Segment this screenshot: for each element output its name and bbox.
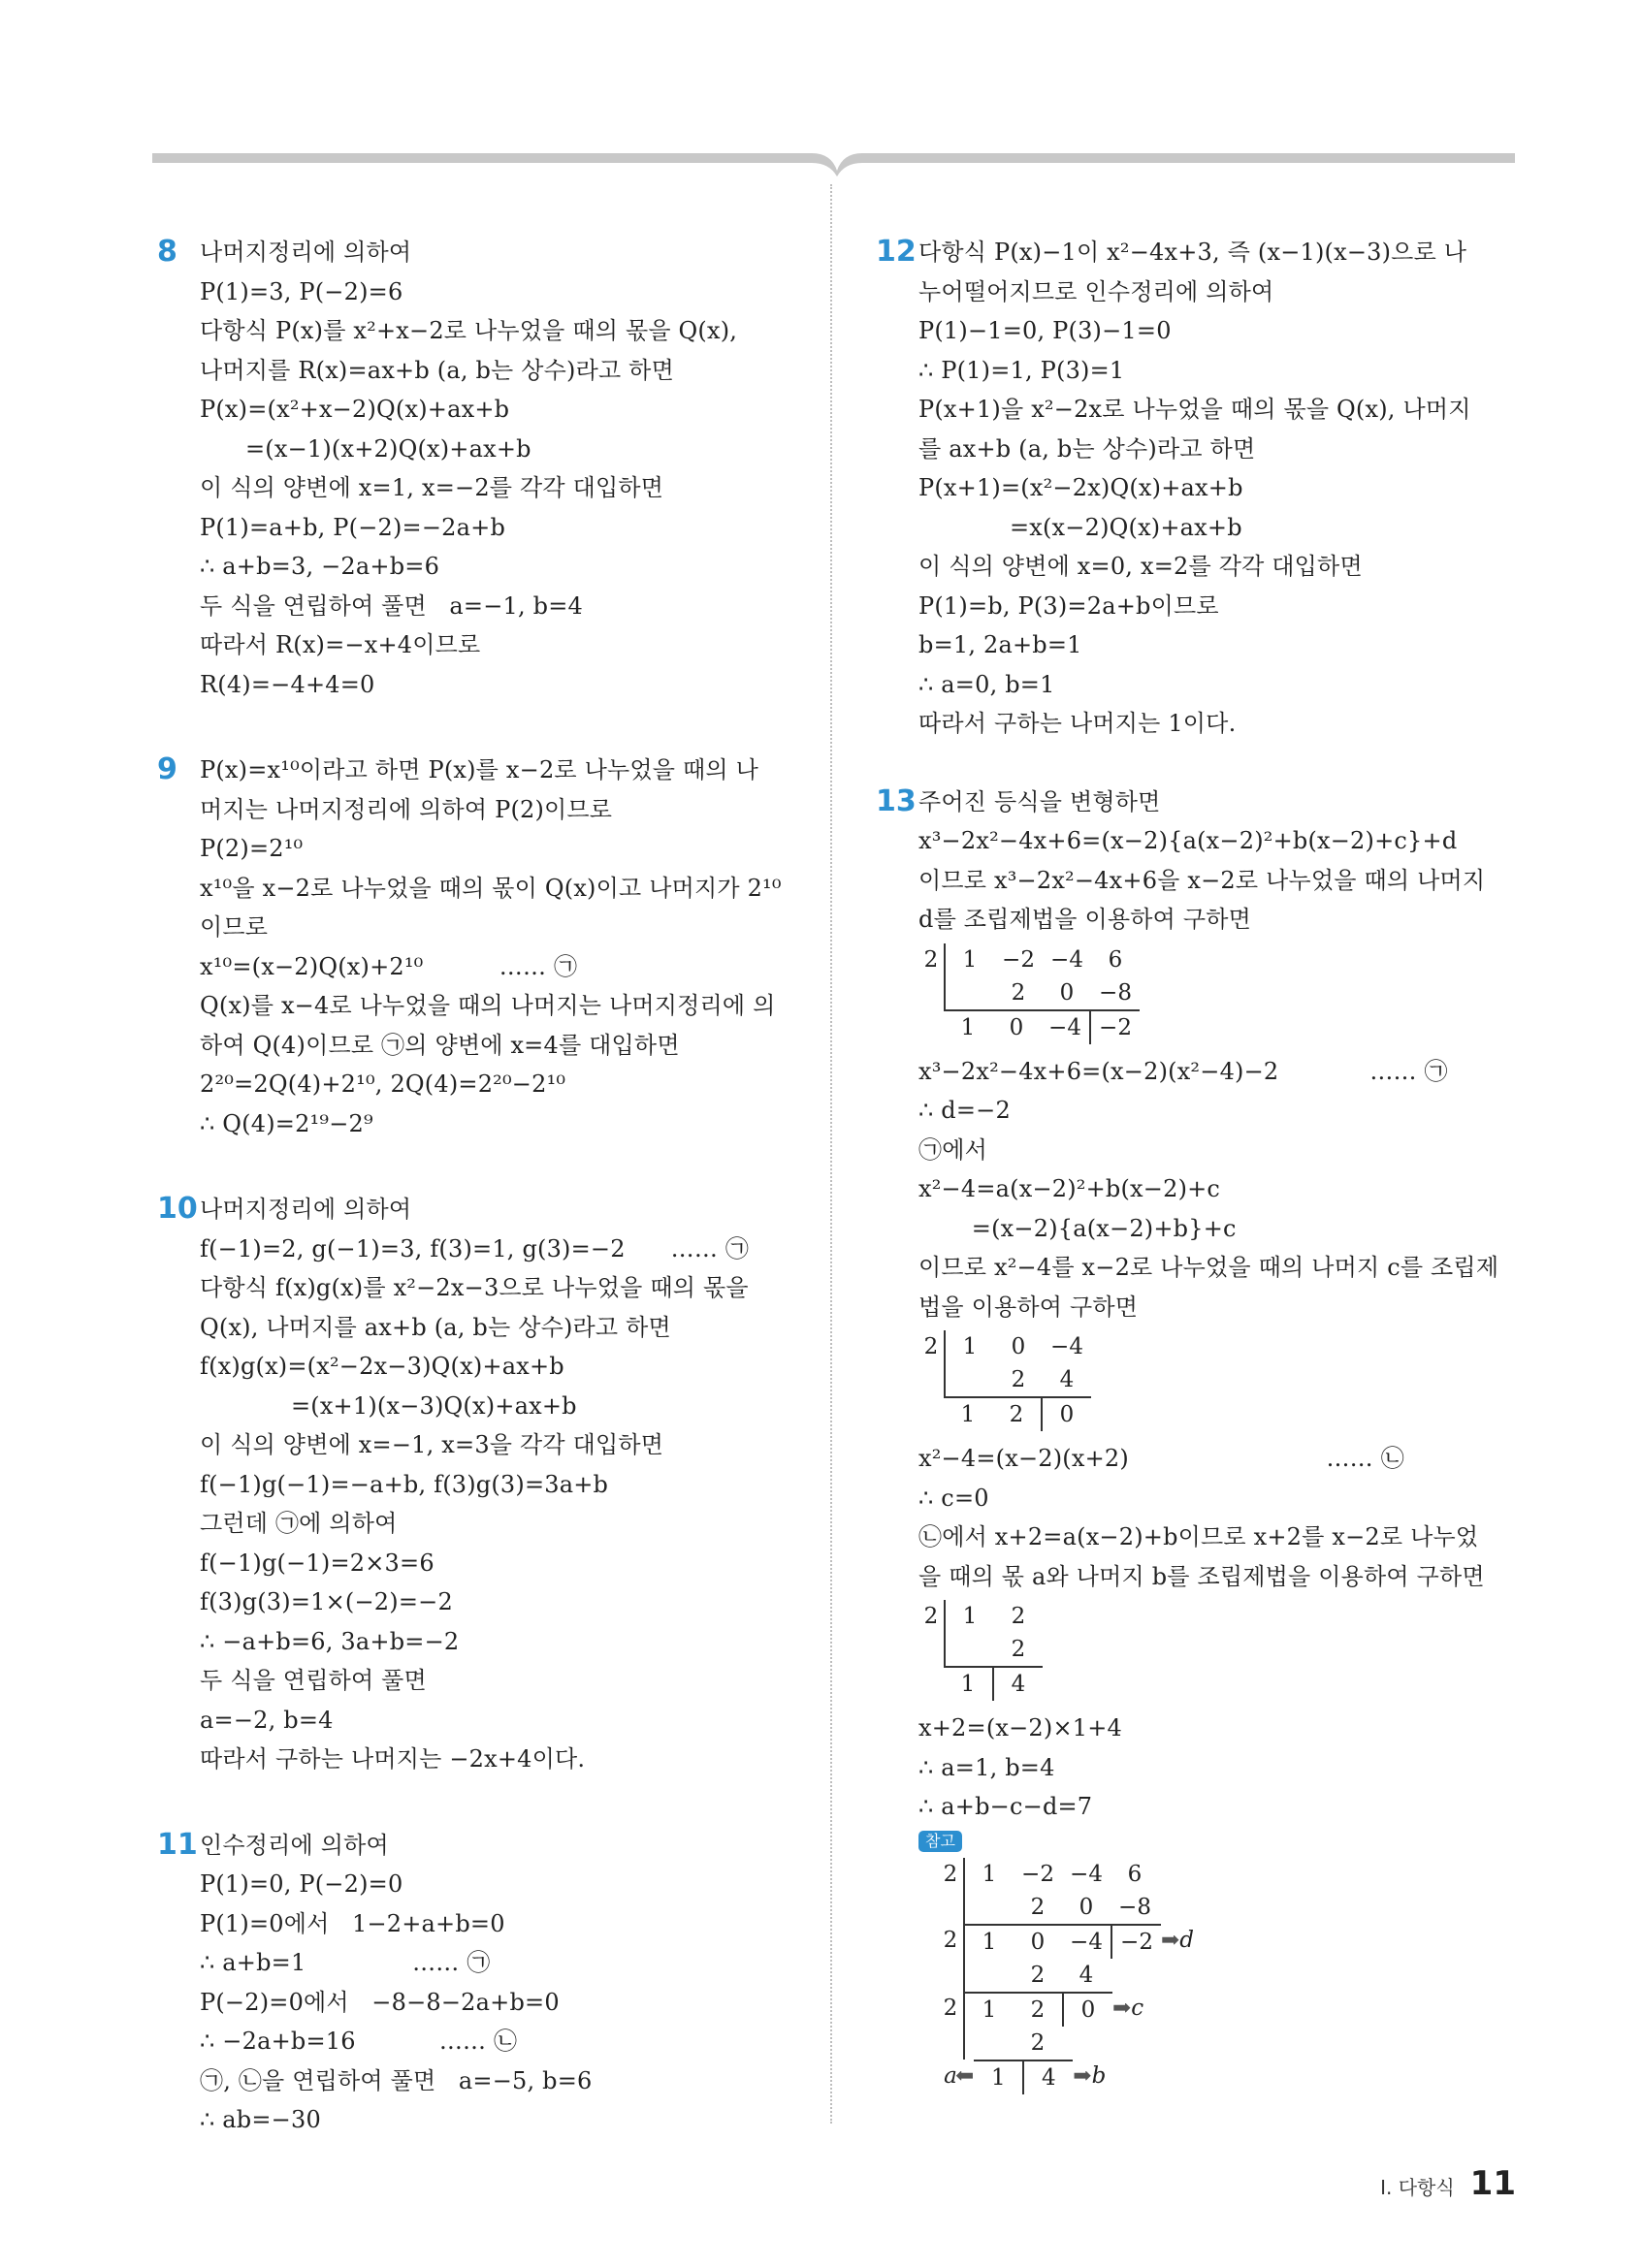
division-cell: 0 [1059,979,1075,1006]
solution-line: 나머지를 R(x)=ax+b (a, b는 상수)라고 하면 [200,356,674,384]
right-column [876,233,1516,2133]
solution-line: x¹⁰=(x−2)Q(x)+2¹⁰ …… ㉠ [200,952,578,980]
solution-line: a=−2, b=4 [200,1706,334,1734]
division-cell: 2 [923,946,939,973]
solution-line: 다항식 f(x)g(x)를 x²−2x−3으로 나누었을 때의 몫을 [200,1274,749,1301]
arrow-right-icon: ➡ [1112,1995,1132,2021]
solution-line: P(−2)=0에서 −8−8−2a+b=0 [200,1988,560,2016]
division-cell [918,1633,944,1666]
solution-line: P(x)=(x²+x−2)Q(x)+ax+b [200,396,510,423]
solution-line: ㉠, ㉡을 연립하여 풀면 a=−5, b=6 [200,2066,593,2094]
solution-line: P(x+1)=(x²−2x)Q(x)+ax+b [918,474,1243,501]
solution-line: P(x)=x¹⁰이라고 하면 P(x)를 x−2로 나누었을 때의 나 [200,756,758,783]
solution-line: 누어떨어지므로 인수정리에 의하여 [918,277,1274,305]
division-cell: 1 [944,943,994,976]
division-row [918,1633,1516,1666]
solution-line: =x(x−2)Q(x)+ax+b [918,513,1242,541]
solution-line: 인수정리에 의하여 [200,1831,389,1859]
division-cell: 0 [1041,1396,1091,1431]
division-cell: 4 [1022,2060,1073,2094]
division-cell: 1 [944,1396,992,1431]
problem-body [200,751,807,1143]
solution-line: f(−1)g(−1)=−a+b, f(3)g(3)=3a+b [200,1470,609,1498]
problem-number: 12 [876,235,917,269]
result-label: c [1131,1995,1144,2021]
solution-line: x³−2x²−4x+6=(x−2)(x²−4)−2 …… ㉠ [918,1057,1448,1085]
division-row [918,1666,1516,1701]
solution-line: x+2=(x−2)×1+4 [918,1714,1123,1741]
division-row [918,943,1516,976]
problem-body [918,783,1516,2094]
division-row [938,2060,1516,2094]
solution-line: f(3)g(3)=1×(−2)=−2 [200,1588,453,1615]
solution-line: R(4)=−4+4=0 [200,670,375,698]
result-label: b [1091,2062,1107,2089]
division-cell: −2 [1021,1861,1054,1887]
solution-line: P(1)=0에서 1−2+a+b=0 [200,1909,505,1937]
division-cell: −4 [1070,1861,1103,1887]
solution-line: Q(x)를 x−4로 나누었을 때의 나머지는 나머지정리에 의 [200,992,776,1019]
solution-line: 주어진 등식을 변형하면 [918,787,1161,815]
division-cell: 1 [944,1666,992,1701]
solution-line: b=1, 2a+b=1 [918,631,1082,658]
division-row [938,2027,1516,2060]
arrow-right-icon: ➡ [1073,2062,1092,2089]
solution-line: d를 조립제법을 이용하여 구하면 [918,906,1252,933]
solution-line: P(1)=a+b, P(−2)=−2a+b [200,513,506,541]
division-cell: 1 [944,1330,994,1363]
division-cell: −8 [1118,1894,1151,1920]
problem-10 [157,1190,807,1779]
solution-line: ∴ d=−2 [918,1097,1011,1124]
page-footer [1380,2164,1516,2203]
solution-line: 이므로 [200,913,269,941]
solution-line: 이므로 x²−4를 x−2로 나누었을 때의 나머지 c를 조립제 [918,1254,1499,1281]
division-cell: 2 [1011,1367,1026,1392]
synthetic-division-1 [918,943,1516,1044]
division-cell: 2 [923,1334,939,1359]
division-cell [963,1891,1014,1924]
solution-line: 그런데 ㉠에 의하여 [200,1510,398,1537]
division-cell [918,1363,944,1396]
solution-line: ∴ a+b=1 …… ㉠ [200,1949,491,1976]
division-cell [938,1891,963,1924]
division-cell: 6 [1108,946,1123,973]
division-cell: 1 [963,1924,1014,1959]
solution-line: ∴ c=0 [918,1484,989,1512]
division-cell: 0 [1062,1992,1112,2027]
problem-12 [876,233,1516,744]
solution-line: =(x−1)(x+2)Q(x)+ax+b [200,434,531,463]
problem-body [200,1190,807,1779]
solution-line: ∴ ab=−30 [200,2106,321,2133]
division-cell: −4 [1050,1334,1083,1359]
division-cell: 1 [944,1009,992,1044]
division-cell: −8 [1099,979,1132,1006]
synthetic-division-2 [918,1330,1516,1431]
note-synthetic-division [938,1858,1516,2094]
division-cell: 2 [1014,1992,1062,2027]
solution-line: ∴ P(1)=1, P(3)=1 [918,356,1125,384]
solution-line: 을 때의 몫 a와 나머지 b를 조립제법을 이용하여 구하면 [918,1562,1485,1590]
division-cell [918,1396,944,1431]
result-label: d [1179,1927,1195,1953]
solution-line: 두 식을 연립하여 풀면 [200,1667,427,1694]
solution-line: ∴ Q(4)=2¹⁹−2⁹ [200,1109,373,1137]
solution-line: 나머지정리에 의하여 [200,239,412,266]
solution-line: 이 식의 양변에 x=−1, x=3을 각각 대입하면 [200,1431,664,1458]
division-cell: 0 [1079,1894,1094,1920]
division-row [938,1924,1516,1959]
division-cell: 2 [1011,1604,1026,1629]
division-cell: 2 [1011,979,1026,1006]
division-cell: 0 [992,1009,1041,1044]
division-cell: 2 [943,1995,958,2021]
division-cell: −2 [1111,1924,1161,1959]
division-cell: −2 [1089,1009,1140,1044]
division-cell: 2 [1011,1637,1026,1662]
solution-line: x²−4=a(x−2)²+b(x−2)+c [918,1175,1221,1202]
division-cell [918,976,944,1009]
solution-line: 머지는 나머지정리에 의하여 P(2)이므로 [200,795,613,823]
solution-line: =(x−2){a(x−2)+b}+c [918,1214,1237,1242]
problem-number: 9 [157,752,177,786]
division-cell: 0 [1014,1924,1062,1959]
solution-line: x¹⁰을 x−2로 나누었을 때의 몫이 Q(x)이고 나머지가 2¹⁰ [200,874,782,902]
section-label: I. 다항식 [1380,2176,1455,2199]
division-cell: 4 [992,1666,1043,1701]
problem-body [200,233,807,704]
problem-body [200,1826,807,2140]
division-cell: 2 [943,1861,958,1887]
left-column [157,233,807,2179]
solution-line: 법을 이용하여 구하면 [918,1293,1139,1321]
division-row [918,1600,1516,1633]
solution-line: f(x)g(x)=(x²−2x−3)Q(x)+ax+b [200,1353,564,1380]
division-cell [918,1666,944,1701]
division-cell: 1 [963,1992,1014,2027]
solution-line: 나머지정리에 의하여 [200,1196,412,1223]
arrow-right-icon: ➡ [1161,1927,1180,1953]
solution-line: ㉡에서 x+2=a(x−2)+b이므로 x+2를 x−2로 나누었 [918,1523,1479,1550]
page-number: 11 [1469,2164,1516,2203]
problem-number: 10 [157,1192,198,1226]
division-cell [963,1959,1014,1992]
division-cell [938,1959,963,1992]
solution-line: 따라서 구하는 나머지는 1이다. [918,710,1237,737]
solution-line: P(1)−1=0, P(3)−1=0 [918,317,1172,344]
solution-line: 두 식을 연립하여 풀면 a=−1, b=4 [200,591,584,620]
solution-line: x³−2x²−4x+6=(x−2){a(x−2)²+b(x−2)+c}+d [918,827,1458,854]
problem-number: 13 [876,783,917,818]
division-row [918,1009,1516,1044]
solution-line: 이 식의 양변에 x=0, x=2를 각각 대입하면 [918,553,1363,580]
problem-number: 8 [157,235,177,269]
division-cell: 2 [1030,1894,1046,1920]
division-cell: 4 [1059,1367,1075,1392]
problem-number: 11 [157,1827,198,1862]
division-cell [944,976,994,1009]
solution-line: 다항식 P(x)−1이 x²−4x+3, 즉 (x−1)(x−3)으로 나 [918,239,1467,266]
division-cell: −4 [1050,946,1083,973]
problem-13 [876,783,1516,2094]
division-cell: 0 [1011,1334,1026,1359]
solution-line: ∴ −2a+b=16 …… ㉡ [200,2028,518,2055]
problem-8 [157,233,807,704]
solution-line: ㉠에서 [918,1135,987,1164]
division-cell: 1 [944,1600,994,1633]
division-row [938,1992,1516,2027]
division-cell: 2 [1030,2029,1046,2056]
division-row [938,1858,1516,1891]
division-cell: 4 [1079,1962,1094,1988]
division-cell: −4 [1062,1924,1111,1959]
division-cell: 6 [1127,1861,1143,1887]
division-cell [944,1363,994,1396]
solution-line: P(1)=3, P(−2)=6 [200,277,403,305]
problem-body [918,233,1516,744]
division-cell [918,1009,944,1044]
solution-line: 따라서 R(x)=−x+4이므로 [200,631,481,658]
division-cell [938,2027,963,2060]
division-cell: a [944,2062,957,2089]
solution-line: ∴ a+b=3, −2a+b=6 [200,553,440,580]
division-row [938,1959,1516,1992]
division-cell: 2 [1030,1962,1046,1988]
solution-line: 2²⁰=2Q(4)+2¹⁰, 2Q(4)=2²⁰−2¹⁰ [200,1070,566,1098]
problem-11 [157,1826,807,2140]
solution-line: P(1)=b, P(3)=2a+b이므로 [918,591,1219,620]
problem-9 [157,751,807,1143]
solution-line: ∴ −a+b=6, 3a+b=−2 [200,1627,460,1655]
column-divider [830,184,832,2124]
division-row [938,1891,1516,1924]
solution-line: 를 ax+b (a, b는 상수)라고 하면 [918,434,1256,463]
note-badge: 참고 [918,1831,962,1852]
solution-line: 다항식 P(x)를 x²+x−2로 나누었을 때의 몫을 Q(x), [200,317,738,344]
solution-line: P(x+1)을 x²−2x로 나누었을 때의 몫을 Q(x), 나머지 [918,396,1471,423]
division-row [918,1363,1516,1396]
solution-line: ∴ a=1, b=4 [918,1753,1055,1781]
solution-line: 하여 Q(4)이므로 ㉠의 양변에 x=4를 대입하면 [200,1031,680,1059]
division-cell: 2 [992,1396,1041,1431]
division-cell: 2 [923,1604,939,1629]
division-cell: 1 [963,1858,1014,1891]
solution-line: 이므로 x³−2x²−4x+6을 x−2로 나누었을 때의 나머지 [918,866,1486,894]
division-row [918,1396,1516,1431]
solution-line: P(2)=2¹⁰ [200,835,304,862]
solution-line: Q(x), 나머지를 ax+b (a, b는 상수)라고 하면 [200,1313,671,1341]
top-decorative-bar [152,149,1515,176]
division-cell: −2 [1002,946,1035,973]
division-cell [963,2027,1014,2060]
solution-line: 이 식의 양변에 x=1, x=−2를 각각 대입하면 [200,474,664,501]
solution-line: P(1)=0, P(−2)=0 [200,1870,403,1898]
arrow-left-icon: ⬅ [955,2062,975,2089]
solution-line: f(−1)=2, g(−1)=3, f(3)=1, g(3)=−2 …… ㉠ [200,1234,750,1262]
division-row [918,1330,1516,1363]
solution-line: x²−4=(x−2)(x+2) …… ㉡ [918,1445,1404,1472]
synthetic-division-3 [918,1600,1516,1701]
division-cell: −4 [1041,1009,1089,1044]
solution-line: ∴ a+b−c−d=7 [918,1793,1093,1820]
division-cell: 1 [974,2060,1022,2094]
solution-line: ∴ a=0, b=1 [918,670,1055,698]
division-cell [944,1633,994,1666]
division-cell: 2 [943,1927,958,1953]
solution-line: 따라서 구하는 나머지는 −2x+4이다. [200,1745,586,1773]
solution-line: f(−1)g(−1)=2×3=6 [200,1549,435,1577]
solution-line: =(x+1)(x−3)Q(x)+ax+b [200,1391,577,1420]
division-row [918,976,1516,1009]
